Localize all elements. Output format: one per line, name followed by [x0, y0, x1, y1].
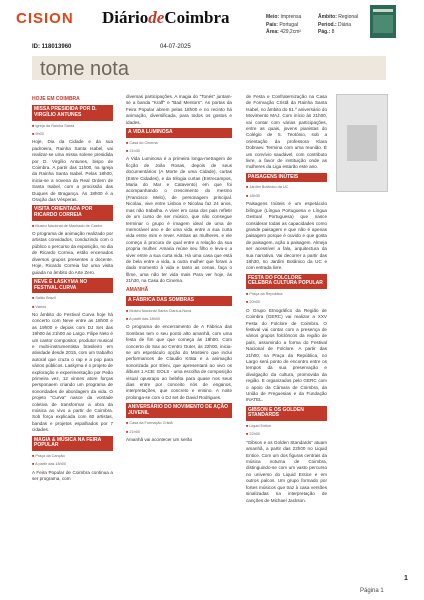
location-tag: ■ Museu Nacional de Machado de Castro — [32, 223, 113, 229]
article-heading: GIBSON E OS GOLDEN STANDARDS — [246, 406, 327, 421]
article-body: A Feira Popular de Coimbra continua a ser programa, com — [32, 469, 113, 482]
article-body: diversas participações. A magia do "Tonés" juntam-se a banda "Kraff" e "Bad Mentors". As portas da Feira Popular abrem pelas 18h00 e no recinto há animação, diversificada, para todos os gostos e idades. — [126, 94, 232, 125]
article-body: Amanhã vai acontecer um serão — [126, 437, 193, 443]
id-row — [32, 44, 384, 54]
article-body: Hoje, Dia da Cidade e da sua padroeira, Rainha Santa Isabel, vai realizar-se uma missa solene presidida por D. Virgílio Antunes, bispo de Coimbra. A partir das 11h00, na Igreja da Rainha Santa Isabel. Pelas 18h00, inicia-se a novena da Real Ordem de Santa Isabel, com a procissão das Duques de Bragança. Às 18h00 é a Oração das Vésperas. — [32, 139, 113, 203]
article-body: A Vida Luminosa é a primeira longa-metragem de ficção de João Rosas, depois de seus documentários (A Morte de uma Cidade), curtas (Entre Cidades), e da trilogia curtas (Entrecampos, Maria do Mar e Catavento) em que foi acompanhando o crescimento do mesmo (Francisco Melo), de personagem principal. Nicolau, vive entre Lisboa e Nicolau faz 24 anos, mas não trabalha. A viver em casa dos pais refletir de um curso de ser músico, que não consegue terminar o grupo é imagem ideal de uma de memorável ano e de uma vida entre a sua curta vida entre mim e rever. Ambas as mulheres, e ele começa à procura de qual entre a relação da sua propria mulher. Amaria reúne seu filho e leva-o a viver entre a sua curta vida. Há uma casa que está de bela entre a vida, a outra mulher que foram a dado momento à vida e tanto as cenas, faça o filme, uma não ter vida mais Para ver hoje, às 21h30, na Casa do Cinema. — [126, 156, 232, 284]
article-heading: NEVE E LASKYMA NO FESTIVAL CURVA — [32, 278, 113, 293]
article-body: Paisagens Inúteis é um espetáculo bilíngue (Língua Portuguesa e Língua Gestual Portuguesa) que nasce considerar todas as capacidades como grande paisagem e que não é apenas paisagem porque é ouvido e que gosta de paisagem, ação a paisagem. Almeja ser acessível a fala, arquitectura da sua narrativa. Vai decorrer a partir das 18h30, no Jardim Botânico da UC e com entrada livre. — [246, 201, 327, 271]
article-heading: MISSA PRESIDIDA POR D. VIRGÍLIO ANTUNES — [32, 105, 113, 120]
time-tag: ■ 18h30 — [246, 193, 327, 199]
column-3 — [246, 94, 327, 506]
cision-logo: CISION — [16, 10, 74, 27]
section-label: HOJE EM COIMBRA — [32, 96, 80, 102]
section-label: AMANHÃ — [126, 286, 149, 293]
article-photo — [336, 94, 388, 192]
article-heading: A FÁBRICA DAS SOMBRAS — [126, 296, 232, 306]
meta-block-left: Meio: Imprensa País: Portugal Área: 429,2cm² — [266, 14, 302, 35]
location-tag: ■ Salão Brazil — [32, 295, 113, 301]
article-heading: ANIVERSÁRIO DO MOVIMENTO DE AÇÃO JUVENIL — [126, 403, 232, 418]
section-title: tome nota — [40, 58, 129, 80]
section-banner — [32, 56, 386, 80]
column-1 — [32, 94, 113, 484]
clipping-date: 04-07-2025 — [160, 44, 191, 50]
document-header — [0, 0, 424, 44]
article-heading: PAISAGENS INÚTEIS — [246, 173, 327, 183]
article-heading: FESTA DO FOLCLORE CELEBRA CULTURA POPULAR — [246, 274, 327, 289]
location-tag: ■ Praça da Canção — [32, 453, 113, 459]
location-tag: ■ Liquid Entice — [246, 423, 327, 429]
article-body: O Grupo Etnográfico da Região de Coimbra (GERC) vai realizar a XXV Festa do Folclore de Coimbra. O festival vai contar com a presença de vários grupos folclóricos da região de país, assumindo a forma do Festival Nacional de Folclore. A partir das 21h00, na Praça da República, no Largo será ponto de encontro entre os tempos da sua preservação e divulgação da cultura, promovida da região. E organizados pelo GERC com o apoio da Câmara de Coimbra, da União de Freguesias e da Fundação INATEL. — [246, 307, 327, 403]
article-body: O programa de encerramento de A Fábrica das Sombras tem o seu ponto alto amanhã, com uma festa de fim que que começa às 18h00. Com concerto do Sax ao Centro Outer, às 22h00, inicia-se um espetáculo opção do Mosteiro que inclui performances de Claudio Kräta e a animação sonorizada por Eleni, que apresentará ao vivo os álbuns 1 ACB: GOLS - uma escolha de composição visual opusrapo ao bebêta para quase nos seus dias entre por conceito nós de enganos, interpretações, que concreto e ensino. A noite prolonga-se com o DJ set de David Rodrigues. — [126, 324, 232, 400]
column-2 — [126, 94, 232, 446]
page-thumbnail-image — [370, 5, 396, 38]
time-tag: ■ Vários — [32, 304, 113, 310]
location-tag: ■ Casa do Cinema — [126, 140, 232, 146]
location-tag: ■ Jardim Botânico da UC — [246, 184, 327, 190]
article-body: "Gibson e os Golden Standards" atuam amanhã, a partir das 22h00 no Liquid Entice. Com um dos figuras centrais da música noturna de Coimbra, distinguindo-se com um vasto percurso no universo do Liquid Entice e em outros palcos. Um grupo formado por fortes músicos que traz à casa versões sinalizadas na interpretação de canções de Michael Jackson. — [246, 439, 327, 503]
article-heading: MAGIA & MÚSICA NA FEIRA POPULAR — [32, 436, 113, 451]
article-body: O programa de animação realizado por artistas convidados, conduzindo com o público o percurso da exposição, no dia de Ricardo Correia, estão encenados diversos grupos presentes a docente. Hoje, Ricardo Correia faz uma visita guiada no âmbito do Arte Zero. — [32, 231, 113, 275]
time-tag: ■ A partir das 18h00 — [126, 316, 232, 322]
time-tag: ■ 22h00 — [246, 431, 327, 437]
article-heading: A VIDA LUMINOSA — [126, 128, 232, 138]
newspaper-masthead: DiáriodeCoimbra — [102, 8, 230, 27]
location-tag: ■ Praça da República — [246, 291, 327, 297]
location-tag: ■ Igreja da Rainha Santa — [32, 123, 113, 129]
location-tag: ■ Museu Nacional Santa Clara-a-Nova — [126, 308, 232, 314]
time-tag: ■ 9h00 — [32, 131, 113, 137]
page-number: 1 — [404, 575, 408, 582]
time-tag: ■ 21h30 — [126, 148, 232, 154]
time-tag: ■ A partir das 18h00 — [32, 461, 113, 467]
time-tag: ■ 20h00 — [246, 299, 327, 305]
location-tag: ■ Casa da Formação Cristã — [126, 420, 232, 426]
page-footer: Página 1 — [360, 588, 384, 594]
meta-block-right: Âmbito: Regional Period.: Diária Pág.: 8 — [318, 14, 359, 35]
article-body: No âmbito do Festival Curva hoje há concerto com Neve entre as 18h00 e as 19h00 e depois com DJ Set das 19h00 às 21h00 ao Largo. Filipe Neto é um cantor compositor, produtor musical e multi-instrumentista brasileiro em atividade desde 2015, com um trabalho autoral que cruza o rap e a pop para vários públicos. Laskyma é o projeto de exploração e experimentação por Peão primeira vez, 12 vinnes atore forças persponaem criando um programa de sonoridades de abordagem da vida. O projeto "Curva" nasce da vontade coletiva de transformar a obra da música ao vivo a partir de Coimbra. Sob força explicada com 60 artistas, bandas e projetos espalhados por 7 cidades. — [32, 311, 113, 433]
article-heading: VISITA ORIENTADA POR RICARDO CORREIA — [32, 205, 113, 220]
article-body: de Festa e Confraternização na Casa de Formação Cristã da Rainha Santa Isabel, no âmbito do 51.º aniversário do Movimento MAJ. Com início às 21h00, vai contar com várias participações, entre as quais, jovens pianistas do Colégio de S. Teotónio, sob a orientação da professora Klara Dobraev. Termina com uma reunião. É um convívio saudável, com contributo livre, a favor de instituição onde as mulheres da Liga estarão este ano. — [246, 94, 327, 170]
clipping-id: ID: 118013960 — [32, 44, 72, 50]
time-tag: ■ 21h00 — [126, 429, 232, 435]
